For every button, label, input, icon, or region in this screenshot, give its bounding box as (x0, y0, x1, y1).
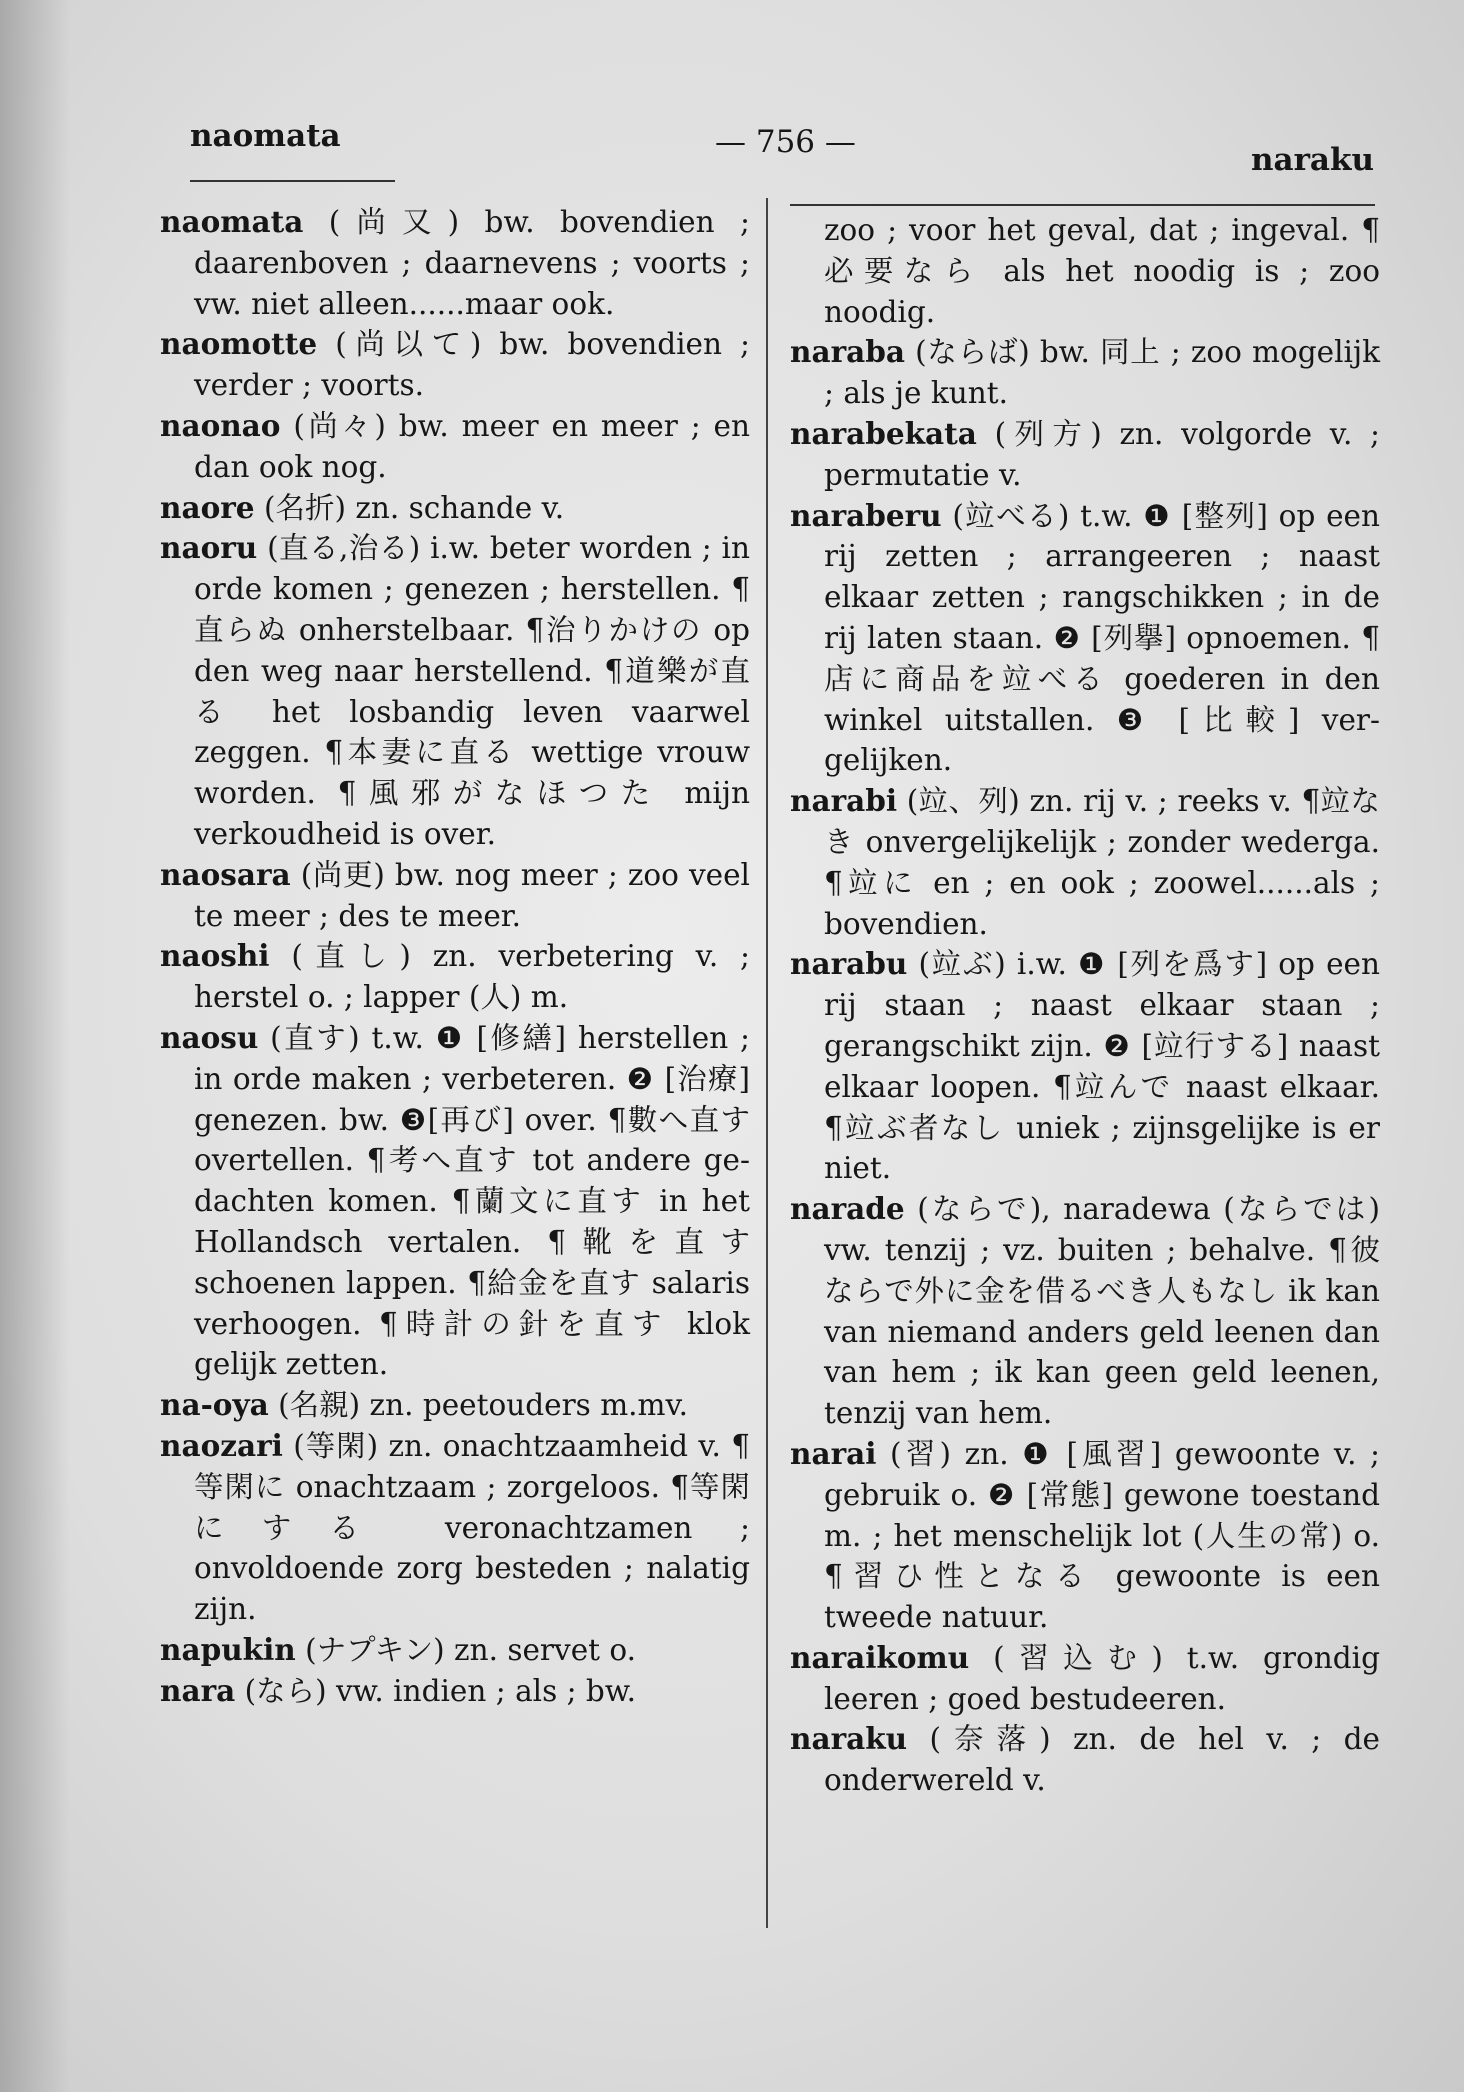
entry (160, 855, 750, 937)
left-column (160, 202, 750, 1711)
definition: (習込む) t.w. grondig leeren ; goed bestudeeren. (824, 1640, 1380, 1716)
headword: narabi (790, 783, 898, 819)
definition: (尚又) bw. bovendien ; daarenboven ; daarnevens ; voorts ; vw. niet alleen......maar ook. (194, 205, 750, 321)
entry (160, 528, 750, 854)
entry (160, 1426, 750, 1630)
headword: naonao (160, 407, 281, 443)
headword: naore (160, 489, 255, 525)
entry (790, 1189, 1380, 1434)
definition: zoo ; voor het geval, dat ; ingeval. ¶必要なら als het noodig is ; zoo noodig. (824, 213, 1380, 329)
definition: (竝、列) zn. rij v. ; reeks v. ¶竝なき onvergelijkelijk ; zonder wederga. ¶竝に en ; en ook ; zoowel......als ; bovendien. (824, 784, 1380, 941)
headword: naraberu (790, 497, 942, 533)
definition: (等閑) zn. onachtzaamheid v. ¶等閑に onachtzaam ; zorgeloos. ¶等閑にする veronachtzamen ; onvoldoende zorg besteden ; nalatig zijn. (194, 1428, 750, 1627)
definition: (習) zn. ❶ [風習] gewoonte v. ; gebruik o. ❷ [常態] gewone toestand m. ; het menschelijk lot (人生の常) o. ¶習ひ性となる gewoonte is een tweede natuur. (824, 1436, 1380, 1635)
headword: naosara (160, 856, 291, 892)
headword: naozari (160, 1427, 283, 1463)
definition: (尚更) bw. nog meer ; zoo veel te meer ; des te meer. (194, 857, 750, 933)
definition: (尚以て) bw. bovendien ; verder ; voorts. (194, 327, 750, 403)
entry (790, 1719, 1380, 1801)
entry (160, 1671, 750, 1712)
definition: (名親) zn. peetouders m.mv. (268, 1388, 689, 1423)
entry (160, 488, 750, 529)
definition: (竝べる) t.w. ❶ [整列] op een rij zetten ; arrangeeren ; naast elkaar zetten ; rangschikken ; in de rij laten staan. ❷ [列擧] opnoemen. ¶店に商品を竝べる goederen in den winkel uitstallen. ❸ [比較] vergelijken. (824, 498, 1380, 778)
entry (160, 936, 750, 1018)
definition: (奈落) zn. de hel v. ; de onderwereld v. (824, 1722, 1380, 1798)
definition: (直る,治る) i.w. beter worden ; in orde komen ; genezen ; herstellen. ¶直らぬ onherstelbaar. ¶治りかけの op den weg naar herstellend. ¶道樂が直る het losbandig leven vaarwel zeggen. ¶本妻に直る wettige vrouw worden. ¶風邪がなほつた mijn verkoudheid is over. (194, 531, 750, 851)
entry (160, 1630, 750, 1671)
page-number: — 756 — (715, 124, 856, 160)
definition: (名折) zn. schande v. (254, 490, 565, 525)
headword: naraikomu (790, 1639, 970, 1675)
right-guide-word: naraku (1250, 142, 1374, 178)
definition: (ならば) bw. 同上 ; zoo mogelijk ; als je kunt. (824, 335, 1380, 411)
entry (790, 781, 1380, 944)
definition: (ナプキン) zn. servet o. (295, 1632, 637, 1667)
entry (160, 1018, 750, 1385)
entry (790, 332, 1380, 414)
entry (160, 202, 750, 324)
definition: (竝ぶ) i.w. ❶ [列を爲す] op een rij staan ; naast elkaar staan ; gerangschikt zijn. ❷ [竝行する] naast elkaar loopen. ¶竝んで naast elkaar. ¶竝ぶ者なし uniek ; zijnsgelijke is er niet. (824, 947, 1380, 1186)
headword: naraba (790, 334, 905, 370)
headword: nara (160, 1672, 236, 1708)
headword: narai (790, 1435, 877, 1471)
entry (160, 1385, 750, 1426)
entry (160, 406, 750, 488)
headword: naraku (790, 1721, 908, 1757)
binding-shadow (0, 0, 70, 2092)
column-divider (766, 198, 768, 1928)
entry (790, 1638, 1380, 1720)
definition: (尚々) bw. meer en meer ; en dan ook nog. (194, 408, 750, 484)
headword: naomotte (160, 326, 318, 362)
headword: naoru (160, 530, 258, 566)
headword: napukin (160, 1631, 296, 1667)
headword: naomata (160, 204, 304, 239)
definition: (直し) zn. verbetering v. ; herstel o. ; lapper (人) m. (194, 939, 750, 1015)
entry-continuation (790, 210, 1380, 332)
entry (790, 944, 1380, 1189)
definition: (直す) t.w. ❶ [修繕] herstellen ; in orde maken ; verbeteren. ❷ [治療] genezen. bw. ❸[再び] over. ¶數へ直す overtellen. ¶考へ直す tot andere gedachten komen. ¶蘭文に直す in het Hollandsch vertalen. ¶靴を直す schoenen lappen. ¶給金を直す salaris verhoogen. ¶時計の針を直す klok gelijk zetten. (194, 1020, 750, 1382)
entry (790, 496, 1380, 782)
entry (160, 324, 750, 406)
header-rule-left (190, 180, 395, 182)
headword: naosu (160, 1019, 259, 1055)
entry (790, 414, 1380, 496)
headword: narade (790, 1191, 905, 1227)
headword: narabekata (790, 415, 977, 451)
entry (790, 1434, 1380, 1638)
headword: naoshi (160, 938, 270, 974)
header-rule-right (790, 204, 1375, 206)
definition: (なら) vw. indien ; als ; bw. (235, 1673, 636, 1708)
headword: na-oya (160, 1387, 269, 1423)
right-column (790, 210, 1380, 1801)
left-guide-word: naomata (190, 118, 341, 154)
headword: narabu (790, 946, 908, 982)
definition: (列方) zn. volgorde v. ; permutatie v. (824, 416, 1380, 492)
definition: (ならで), naradewa (ならでは) vw. tenzij ; vz. buiten ; behalve. ¶彼ならで外に金を借るべき人もなし ik kan van niemand anders geld leenen dan van hem ; ik kan geen geld leenen, tenzij van hem. (824, 1192, 1380, 1431)
